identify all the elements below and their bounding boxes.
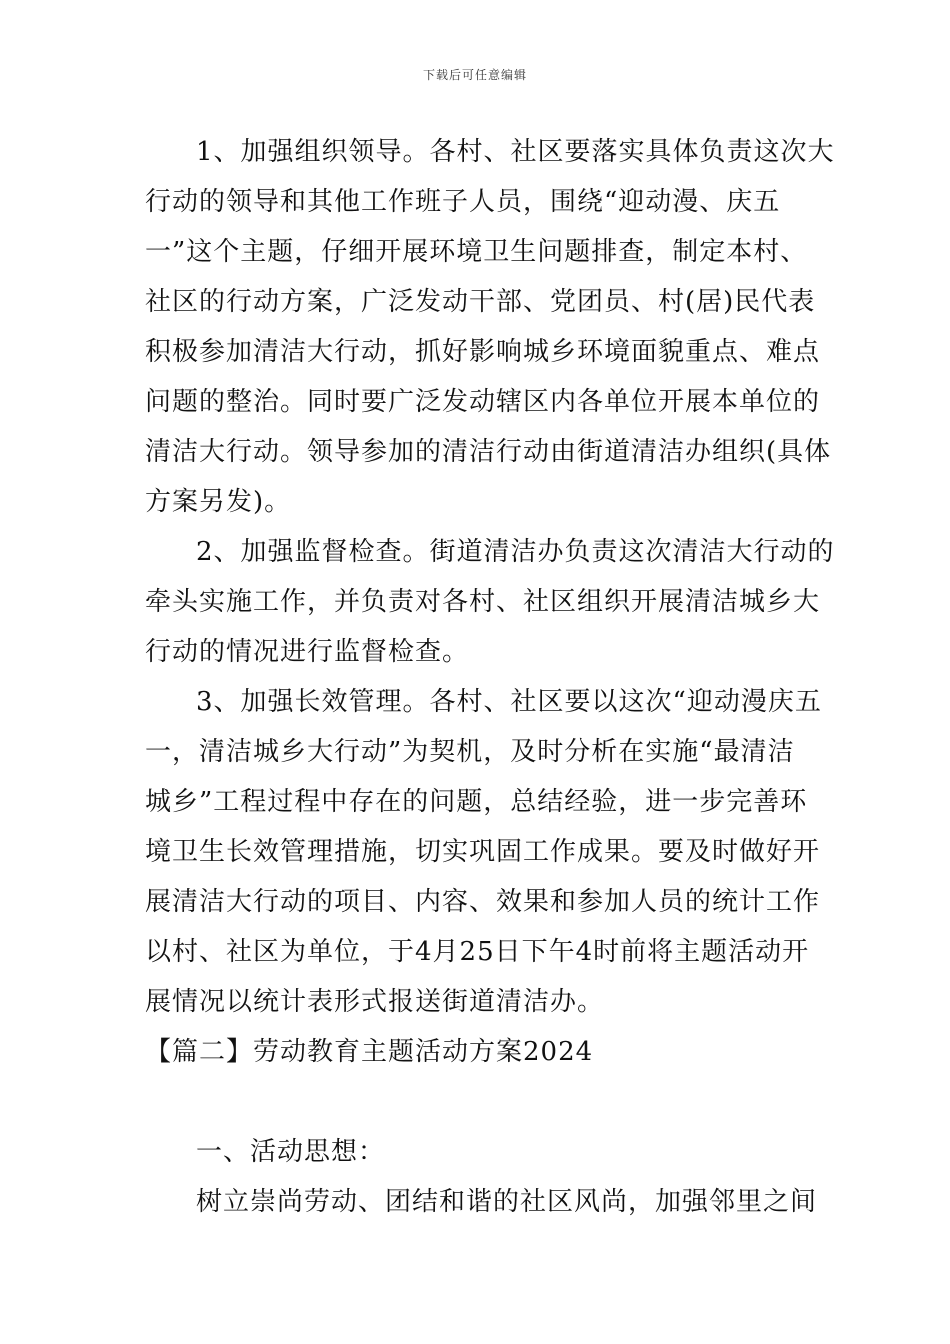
text-line: 展情况以统计表形式报送街道清洁办。: [145, 987, 605, 1017]
text-line: 行动的领导和其他工作班子人员，围绕“迎动漫、庆五: [145, 187, 781, 217]
text-line: 一”这个主题，仔细开展环境卫生问题排查，制定本村、: [145, 237, 808, 267]
text-line: 以村、社区为单位，于4月25日下午4时前将主题活动开: [145, 937, 810, 967]
page-header: 下载后可任意编辑: [422, 68, 527, 82]
text-line: 行动的情况进行监督检查。: [145, 637, 470, 667]
text-line: 树立崇尚劳动、团结和谐的社区风尚，加强邻里之间: [196, 1187, 818, 1217]
text-line: 社区的行动方案，广泛发动干部、党团员、村(居)民代表: [145, 287, 816, 317]
text-line: 2、加强监督检查。街道清洁办负责这次清洁大行动的: [196, 537, 835, 567]
text-line: 3、加强长效管理。各村、社区要以这次“迎动漫庆五: [196, 687, 822, 717]
subsection-heading: 一、活动思想：: [196, 1137, 386, 1167]
text-line: 问题的整治。同时要广泛发动辖区内各单位开展本单位的: [145, 387, 821, 417]
text-line: 展清洁大行动的项目、内容、效果和参加人员的统计工作: [145, 887, 821, 917]
text-line: 方案另发)。: [145, 487, 292, 517]
section-heading: 【篇二】劳动教育主题活动方案2024: [145, 1037, 594, 1067]
text-line: 一，清洁城乡大行动”为契机，及时分析在实施“最清洁: [145, 737, 795, 767]
text-line: 境卫生长效管理措施，切实巩固工作成果。要及时做好开: [145, 837, 821, 867]
text-line: 清洁大行动。领导参加的清洁行动由街道清洁办组织(具体: [145, 437, 832, 467]
text-line: 积极参加清洁大行动，抓好影响城乡环境面貌重点、难点: [145, 337, 821, 367]
text-line: 牵头实施工作，并负责对各村、社区组织开展清洁城乡大: [145, 587, 821, 617]
text-line: 城乡”工程过程中存在的问题，总结经验，进一步完善环: [145, 787, 808, 817]
text-line: 1、加强组织领导。各村、社区要落实具体负责这次大: [196, 137, 835, 167]
